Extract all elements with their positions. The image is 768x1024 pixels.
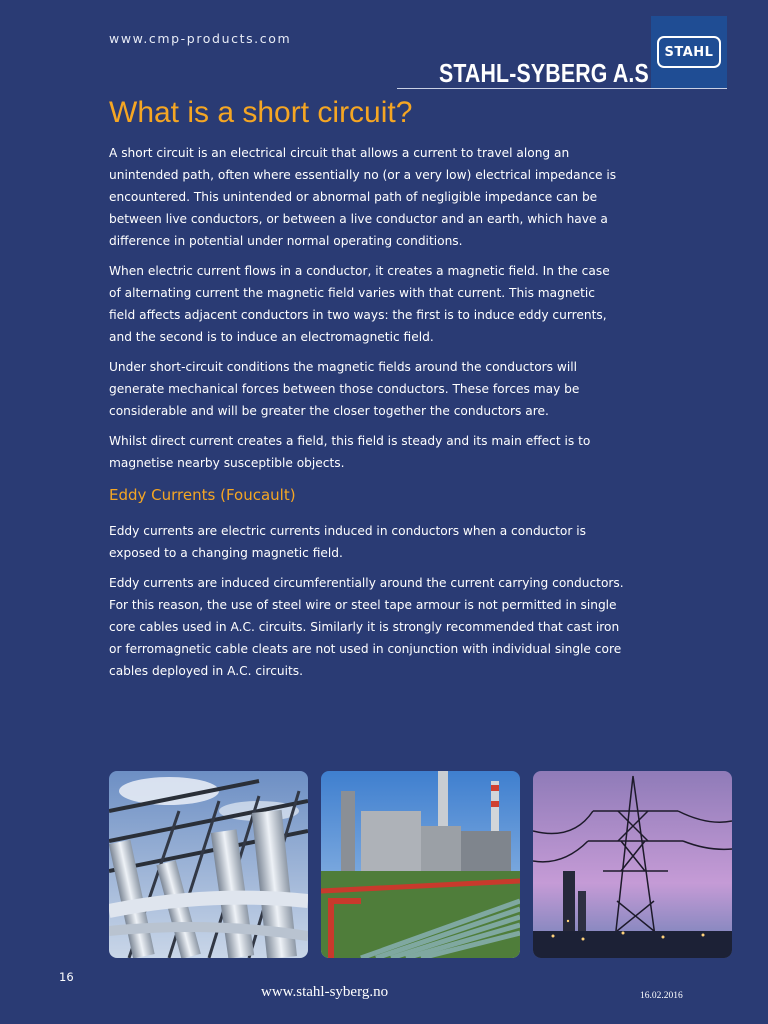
footer-website: www.stahl-syberg.no xyxy=(261,984,389,1000)
paragraph: Under short-circuit conditions the magnetic fields around the conductors will generate mechanical forces between those conductors. These forces may be considerable and will be greater the closer together the conductors are. xyxy=(109,360,580,418)
paragraph: When electric current flows in a conductor, it creates a magnetic field. In the case of alternating current the magnetic field varies with that current. This magnetic field affects adjacent conductors in two ways: the first is to induce eddy currents, and the second is to induce an electromagnetic field. xyxy=(109,264,610,344)
stahl-logo xyxy=(651,16,727,88)
company-name: STAHL-SYBERG A.S xyxy=(438,58,649,88)
photo-industrial-pipes xyxy=(109,771,308,958)
header-divider xyxy=(397,88,727,89)
photo-power-pylon xyxy=(533,771,732,958)
stahl-logo-text: STAHL xyxy=(657,36,721,68)
header-website: www.cmp-products.com xyxy=(109,31,292,46)
article-body xyxy=(109,142,625,690)
footer-date: 16.02.2016 xyxy=(640,991,683,1001)
section-heading-eddy-currents: Eddy Currents (Foucault) xyxy=(109,486,296,504)
page-number: 16 xyxy=(59,970,74,984)
photo-refinery xyxy=(321,771,520,958)
paragraph: Eddy currents are induced circumferentially around the current carrying conductors. For this reason, the use of steel wire or steel tape armour is not permitted in single core cables used in A.C. circuits. Similarly it is strongly recommended that cast iron or ferromagnetic cable cleats are not used in conjunction with individual single core cables deployed in A.C. circuits. xyxy=(109,576,624,678)
paragraph: Eddy currents are electric currents induced in conductors when a conductor is exposed to a changing magnetic field. xyxy=(109,524,586,560)
page-title: What is a short circuit? xyxy=(109,96,413,129)
paragraph: A short circuit is an electrical circuit that allows a current to travel along an unintended path, often where essentially no (or a very low) electrical impedance is encountered. This unintended or abnormal path of negligible impedance can be between live conductors, or between a live conductor and an earth, which have a difference in potential under normal operating conditions. xyxy=(109,146,617,248)
paragraph: Whilst direct current creates a field, this field is steady and its main effect is to magnetise nearby susceptible objects. xyxy=(109,434,591,470)
